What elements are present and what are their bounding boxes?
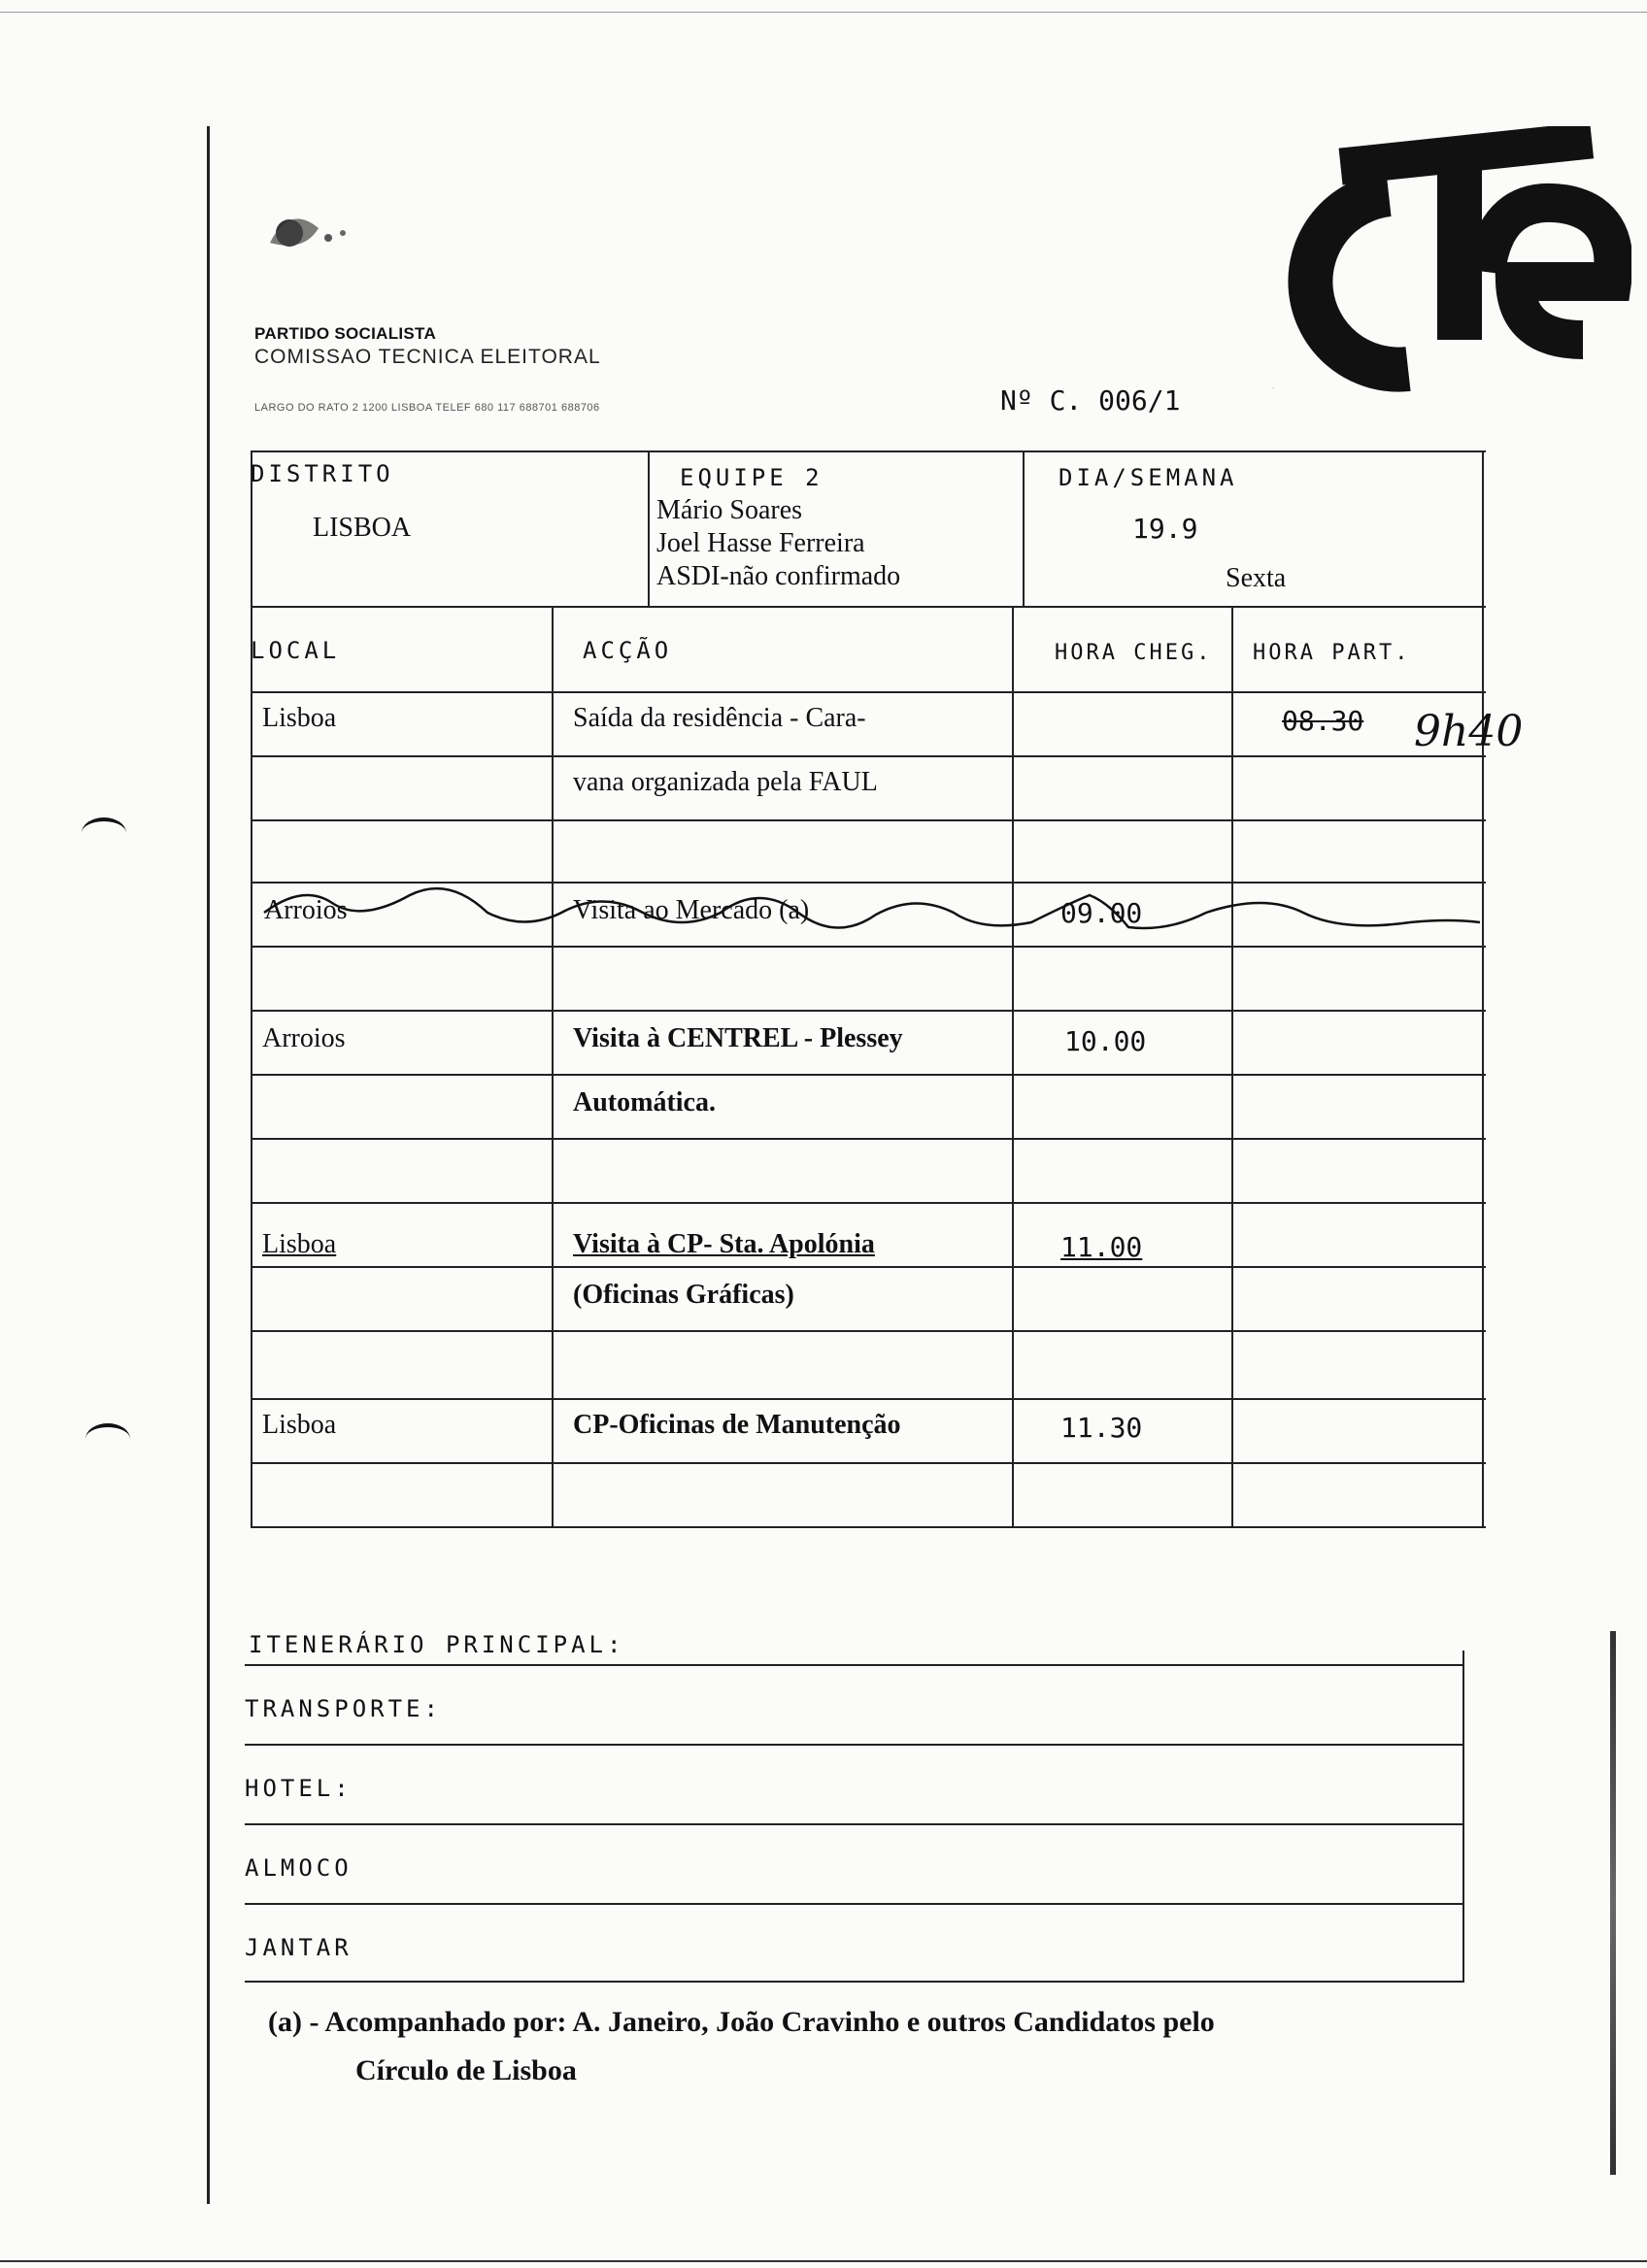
row-9-hora-cheg: 11.00 bbox=[1060, 1231, 1143, 1263]
table-left-border bbox=[251, 450, 252, 1528]
row-line bbox=[251, 1010, 1486, 1012]
row-line bbox=[251, 691, 1486, 693]
org-address: LARGO DO RATO 2 1200 LISBOA TELEF 680 117 688701 688706 bbox=[254, 402, 600, 414]
hotel-line bbox=[245, 1823, 1464, 1825]
scan-edge-artifact bbox=[1610, 1631, 1616, 2175]
row-1-local: Lisboa bbox=[262, 703, 337, 733]
row-4-hora-cheg: 09.00 bbox=[1060, 897, 1143, 929]
scan-bottom-edge bbox=[0, 2260, 1647, 2262]
row-line bbox=[251, 1462, 1486, 1464]
team-member-2: Joel Hasse Ferreira bbox=[656, 528, 865, 558]
dinner-line bbox=[245, 1981, 1464, 1983]
row-line bbox=[251, 819, 1486, 821]
team-member-3: ASDI-não confirmado bbox=[656, 561, 901, 591]
row-6-hora-cheg: 10.00 bbox=[1064, 1025, 1147, 1057]
col-divider-accao bbox=[1012, 606, 1014, 1528]
row-6-accao: Visita à CENTREL - Plessey bbox=[573, 1023, 903, 1053]
party-emblem-icon bbox=[251, 184, 367, 272]
strikeout-scribble bbox=[254, 874, 1488, 951]
row-1-accao: Saída da residência - Cara- bbox=[573, 703, 866, 733]
team-label: EQUIPE 2 bbox=[680, 464, 824, 491]
transport-label: TRANSPORTE: bbox=[245, 1695, 442, 1722]
footer-right-border bbox=[1462, 1651, 1464, 1981]
org-name: PARTIDO SOCIALISTA bbox=[254, 324, 437, 343]
logo-text: CTE bbox=[1272, 388, 1274, 389]
row-line bbox=[251, 1398, 1486, 1400]
row-line bbox=[251, 1138, 1486, 1140]
weekday-value: Sexta bbox=[1226, 563, 1287, 593]
header-accao: ACÇÃO bbox=[583, 637, 673, 664]
row-2-accao: vana organizada pela FAUL bbox=[573, 767, 878, 797]
row-12-accao: CP-Oficinas de Manutenção bbox=[573, 1410, 901, 1440]
info-bottom-border bbox=[251, 606, 1486, 608]
info-divider-2 bbox=[1023, 450, 1025, 606]
dinner-label: JANTAR bbox=[245, 1934, 353, 1961]
cte-logo bbox=[1262, 126, 1631, 398]
table-bottom-border bbox=[251, 1526, 1486, 1528]
row-6-local: Arroios bbox=[262, 1023, 346, 1053]
scan-top-edge bbox=[0, 12, 1647, 13]
transport-line bbox=[245, 1744, 1464, 1746]
itinerary-label: ITENERÁRIO PRINCIPAL: bbox=[249, 1631, 625, 1658]
row-12-hora-cheg: 11.30 bbox=[1060, 1412, 1143, 1444]
team-member-1: Mário Soares bbox=[656, 495, 803, 525]
lunch-label: ALMOCO bbox=[245, 1854, 353, 1882]
row-line bbox=[251, 1266, 1486, 1268]
header-local: LOCAL bbox=[251, 637, 341, 664]
info-top-border bbox=[251, 450, 1486, 452]
date-value: 19.9 bbox=[1132, 513, 1198, 545]
footnote-line-1: (a) - Acompanhado por: A. Janeiro, João Cravinho e outros Candidatos pelo bbox=[268, 2006, 1215, 2038]
punch-hole-bottom bbox=[85, 1423, 130, 1454]
handwritten-correction: 9h40 bbox=[1414, 707, 1524, 756]
row-line bbox=[251, 1330, 1486, 1332]
row-4-local: Arroios bbox=[264, 895, 348, 925]
binding-margin-line bbox=[207, 126, 210, 2204]
row-line bbox=[251, 755, 1486, 757]
footnote-line-2: Círculo de Lisboa bbox=[355, 2054, 577, 2086]
row-10-accao: (Oficinas Gráficas) bbox=[573, 1280, 794, 1310]
hotel-label: HOTEL: bbox=[245, 1775, 353, 1802]
row-9-local: Lisboa bbox=[262, 1229, 337, 1259]
day-label: DIA/SEMANA bbox=[1059, 464, 1238, 491]
header-hora-part: HORA PART. bbox=[1253, 641, 1411, 665]
row-1-hora-part: 08.30 bbox=[1282, 705, 1364, 737]
info-divider-1 bbox=[648, 450, 650, 606]
col-divider-local bbox=[552, 606, 554, 1528]
punch-hole-top bbox=[82, 817, 126, 849]
district-label: DISTRITO bbox=[251, 460, 394, 487]
table-right-border bbox=[1482, 450, 1484, 1528]
itinerary-line bbox=[245, 1664, 1464, 1666]
row-7-accao: Automática. bbox=[573, 1087, 716, 1117]
org-subtitle: COMISSAO TECNICA ELEITORAL bbox=[254, 346, 601, 368]
row-12-local: Lisboa bbox=[262, 1410, 337, 1440]
header-hora-cheg: HORA CHEG. bbox=[1055, 641, 1213, 665]
row-4-accao: Visita ao Mercado (a) bbox=[573, 895, 810, 925]
row-line bbox=[251, 1074, 1486, 1076]
lunch-line bbox=[245, 1903, 1464, 1905]
row-line bbox=[251, 1202, 1486, 1204]
col-divider-cheg bbox=[1231, 606, 1233, 1528]
district-value: LISBOA bbox=[313, 513, 412, 543]
row-9-accao: Visita à CP- Sta. Apolónia bbox=[573, 1229, 875, 1259]
document-number: Nº C. 006/1 bbox=[1000, 384, 1181, 417]
